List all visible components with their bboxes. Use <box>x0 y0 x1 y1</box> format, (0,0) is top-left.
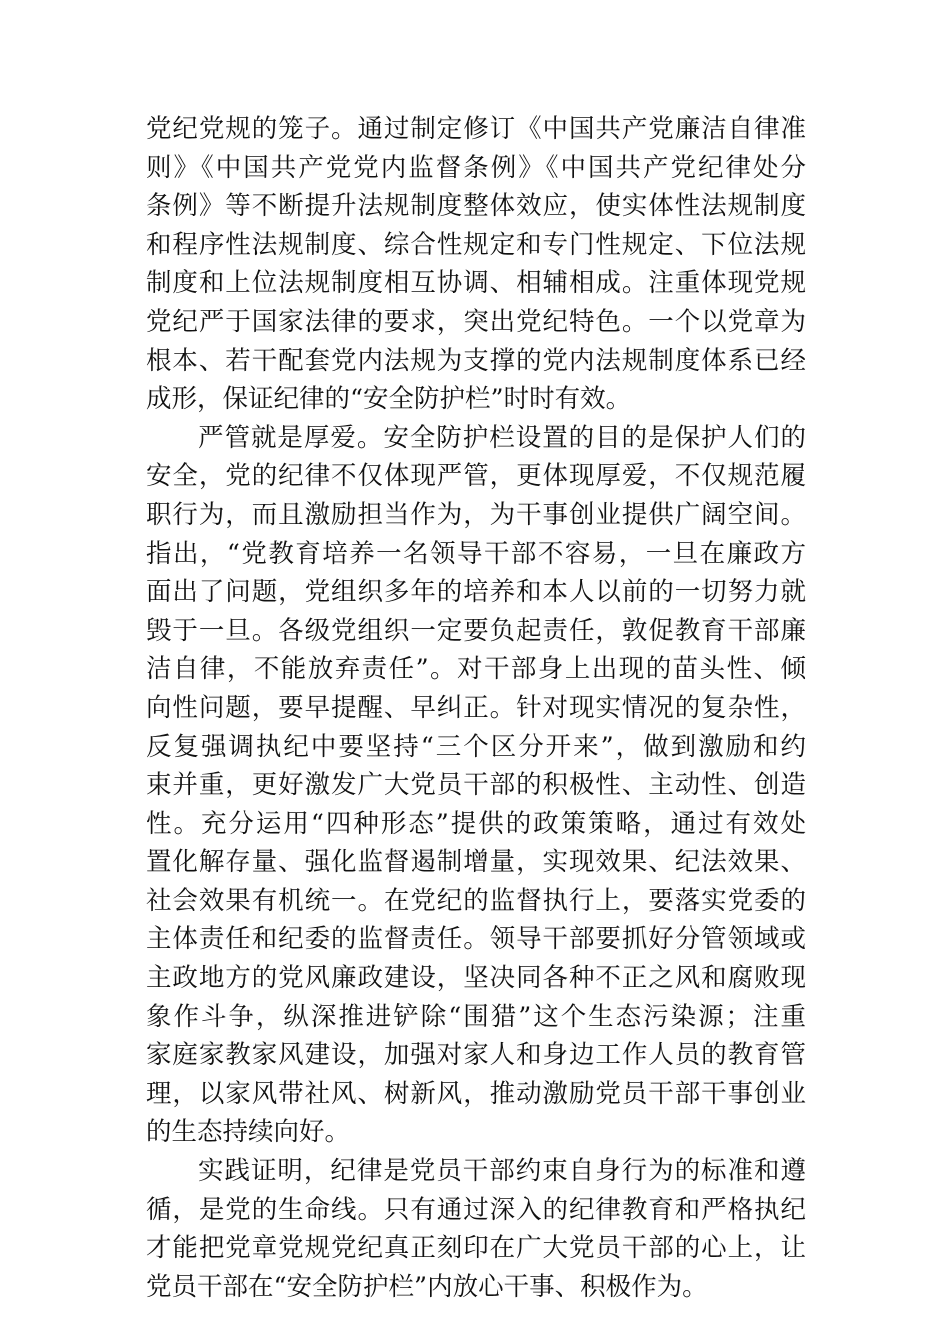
text-line: 安全，党的纪律不仅体现严管，更体现厚爱，不仅规范履 <box>146 461 806 492</box>
text-line: 主体责任和纪委的监督责任。领导干部要抓好分管领域或 <box>146 924 806 955</box>
text-line: 象作斗争，纵深推进铲除“围猎”这个生态污染源；注重 <box>146 1001 806 1032</box>
text-line: 严管就是厚爱。安全防护栏设置的目的是保护人们的 <box>198 422 806 453</box>
paragraph-list <box>146 110 806 1306</box>
text-line: 成形，保证纪律的“安全防护栏”时时有效。 <box>146 384 632 415</box>
document-body <box>146 110 806 1306</box>
text-line: 才能把党章党规党纪真正刻印在广大党员干部的心上，让 <box>146 1233 806 1264</box>
text-line: 实践证明，纪律是党员干部约束自身行为的标准和遵 <box>198 1156 806 1187</box>
text-line: 指出，“党教育培养一名领导干部不容易，一旦在廉政方 <box>146 538 806 569</box>
text-line: 党纪严于国家法律的要求，突出党纪特色。一个以党章为 <box>146 306 806 337</box>
text-line: 理，以家风带社风、树新风，推动激励党员干部干事创业 <box>146 1078 806 1109</box>
paragraph <box>146 419 806 1152</box>
text-line: 性。充分运用“四种形态”提供的政策策略，通过有效处 <box>146 808 806 839</box>
text-line: 社会效果有机统一。在党纪的监督执行上，要落实党委的 <box>146 885 806 916</box>
text-line: 洁自律，不能放弃责任”。对干部身上出现的苗头性、倾 <box>146 654 806 685</box>
text-line: 职行为，而且激励担当作为，为干事创业提供广阔空间。 <box>146 499 806 530</box>
text-line: 循，是党的生命线。只有通过深入的纪律教育和严格执纪 <box>146 1194 806 1225</box>
text-line: 家庭家教家风建设，加强对家人和身边工作人员的教育管 <box>146 1040 806 1071</box>
paragraph <box>146 110 806 419</box>
text-line: 党员干部在“安全防护栏”内放心干事、积极作为。 <box>146 1271 708 1302</box>
text-line: 面出了问题，党组织多年的培养和本人以前的一切努力就 <box>146 577 806 608</box>
text-line: 毁于一旦。各级党组织一定要负起责任，敦促教育干部廉 <box>146 615 806 646</box>
text-line: 和程序性法规制度、综合性规定和专门性规定、下位法规 <box>146 229 806 260</box>
text-line: 主政地方的党风廉政建设，坚决同各种不正之风和腐败现 <box>146 963 806 994</box>
paragraph <box>146 1152 806 1306</box>
text-line: 条例》等不断提升法规制度整体效应，使实体性法规制度 <box>146 191 806 222</box>
text-line: 根本、若干配套党内法规为支撑的党内法规制度体系已经 <box>146 345 806 376</box>
text-line: 制度和上位法规制度相互协调、相辅相成。注重体现党规 <box>146 268 806 299</box>
text-line: 党纪党规的笼子。通过制定修订《中国共产党廉洁自律准 <box>146 114 806 144</box>
text-line: 的生态持续向好。 <box>146 1117 351 1148</box>
text-line: 则》《中国共产党党内监督条例》《中国共产党纪律处分 <box>146 152 806 183</box>
text-line: 向性问题，要早提醒、早纠正。针对现实情况的复杂性， <box>146 692 806 723</box>
text-line: 反复强调执纪中要坚持“三个区分开来”，做到激励和约 <box>146 731 806 762</box>
text-line: 置化解存量、强化监督遏制增量，实现效果、纪法效果、 <box>146 847 806 878</box>
text-line: 束并重，更好激发广大党员干部的积极性、主动性、创造 <box>146 770 806 801</box>
